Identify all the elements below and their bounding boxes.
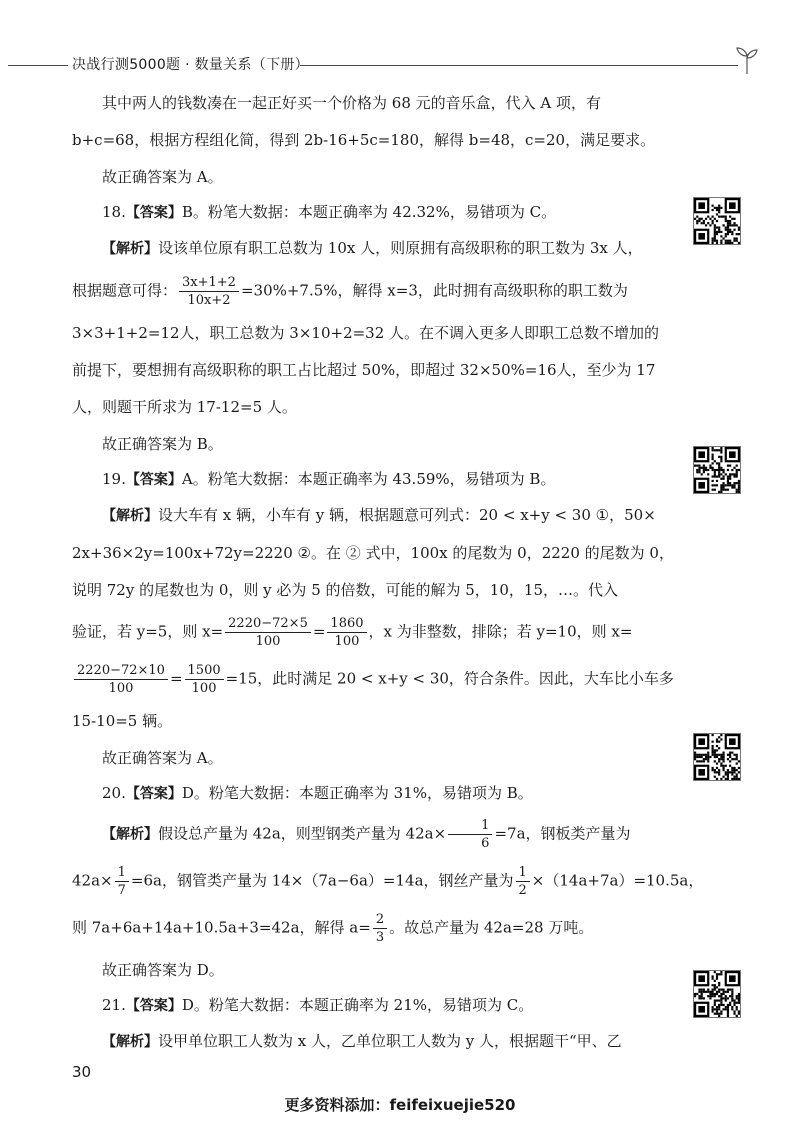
fraction-denominator: 3 — [375, 930, 385, 945]
fraction-denominator: 7 — [117, 883, 126, 898]
conclusion-text: 故正确答案为 D。 — [102, 961, 224, 979]
text-line — [72, 865, 704, 898]
text-line — [72, 912, 660, 945]
header-rule-left — [8, 65, 68, 66]
conclusion-text: 故正确答案为 A。 — [102, 168, 223, 186]
qr-code-19 — [693, 446, 741, 494]
fraction-denominator: 2 — [518, 883, 527, 898]
analysis-text: 根据题意可得： — [72, 281, 178, 300]
text-line — [72, 1030, 660, 1054]
fraction-numerator: 1 — [448, 818, 492, 835]
analysis-text: 。故总产量为 42a=28 万吨。 — [389, 918, 594, 937]
analysis-label: 【解析】 — [102, 1034, 158, 1050]
analysis-text: ，x 为非整数，排除；若 y=10，则 x= — [368, 622, 633, 641]
analysis-text: ×（14a+7a）=10.5a， — [531, 871, 704, 890]
analysis-text: = — [312, 622, 326, 641]
text-line: 2x+36×2y=100x+72y=2220 ②。在 ② 式中，100x 的尾数为 0，2220 的尾数为 0， — [72, 544, 674, 562]
fraction-denominator: 6 — [481, 836, 490, 851]
text-line: 说明 72y 的尾数也为 0，则 y 必为 5 的倍数，可能的解为 5，10，15，…。代入 — [72, 581, 618, 599]
analysis-text: 设甲单位职工人数为 x 人，乙单位职工人数为 y 人，根据题干“甲、乙 — [158, 1032, 622, 1050]
fraction-numerator: 2220−72×10 — [74, 663, 168, 680]
text-line — [72, 275, 660, 308]
answer-label: 【答案】 — [125, 998, 182, 1014]
fraction-numerator: 1500 — [185, 663, 224, 680]
question-number: 20. — [102, 784, 126, 802]
analysis-text: =6a，钢管类产量为 14×（7a−6a）=14a，钢丝产量为 — [130, 871, 514, 890]
analysis-text: =7a，钢板类产量为 — [494, 824, 631, 843]
analysis-20 — [72, 818, 704, 945]
question-number: 21. — [102, 996, 126, 1014]
fraction — [74, 663, 168, 696]
answer-line-20 — [72, 782, 660, 806]
fraction — [179, 275, 239, 308]
analysis-text: 设该单位原有职工总数为 10x 人，则原拥有高级职称的职工数为 3x 人， — [158, 239, 643, 257]
text-line: 其中两人的钱数凑在一起正好买一个价格为 68 元的音乐盒，代入 A 项，有 — [102, 94, 601, 112]
answer-text: A。粉笔大数据：本题正确率为 43.59%，易错项为 B。 — [181, 470, 556, 488]
page-content — [72, 92, 704, 1068]
sprout-icon — [734, 44, 760, 76]
fraction-numerator: 1860 — [327, 616, 366, 633]
fraction — [516, 865, 530, 898]
text-line: b+c=68，根据方程组化简，得到 2b-16+5c=180，解得 b=48，c=20，满足要求。 — [72, 131, 656, 149]
qr-pattern — [694, 734, 740, 780]
analysis-label: 【解析】 — [102, 241, 158, 257]
question-number: 19. — [102, 470, 126, 488]
analysis-text: 设大车有 x 辆，小车有 y 辆，根据题意可列式：20 < x+y < 30 ①，50× — [158, 506, 656, 524]
analysis-18 — [72, 237, 660, 419]
fraction — [185, 663, 224, 696]
answer-label: 【答案】 — [125, 472, 182, 488]
qr-code-18 — [693, 197, 741, 245]
fraction-denominator: 10x+2 — [187, 293, 231, 308]
analysis-21 — [72, 1030, 660, 1054]
page-header — [0, 44, 800, 76]
analysis-text: 42a× — [72, 871, 113, 890]
question-number: 18. — [102, 203, 126, 221]
fraction-numerator: 2220−72×5 — [225, 616, 311, 633]
answer-text: D。粉笔大数据：本题正确率为 31%，易错项为 B。 — [181, 784, 533, 802]
qr-pattern — [694, 971, 740, 1017]
fraction — [115, 865, 129, 898]
answer-text: D。粉笔大数据：本题正确率为 21%，易错项为 C。 — [181, 996, 534, 1014]
answer-text: B。粉笔大数据：本题正确率为 42.32%，易错项为 C。 — [181, 203, 557, 221]
header-title: 决战行测5000题 · 数量关系（下册） — [72, 57, 309, 73]
analysis-text: 验证，若 y=5，则 x= — [72, 622, 224, 641]
fraction-denominator: 100 — [108, 681, 134, 696]
fraction-denominator: 100 — [191, 681, 217, 696]
text-line: 前提下，要想拥有高级职称的职工占比超过 50%，即超过 32×50%=16人，至少为 17 — [72, 361, 656, 379]
fraction — [225, 616, 311, 649]
text-line: 3×3+1+2=12人，职工总数为 3×10+2=32 人。在不调入更多人即职工总数不增加的 — [72, 324, 660, 342]
qr-pattern — [694, 198, 740, 244]
text-line: 15-10=5 辆。 — [72, 712, 173, 730]
answer-label: 【答案】 — [125, 786, 182, 802]
page-number: 30 — [72, 1063, 92, 1081]
text-line — [72, 616, 660, 649]
fraction-numerator: 2 — [373, 912, 387, 929]
analysis-text: =30%+7.5%，解得 x=3，此时拥有高级职称的职工数为 — [240, 281, 628, 300]
conclusion-text: 故正确答案为 B。 — [102, 435, 223, 453]
analysis-19 — [72, 504, 674, 733]
analysis-label: 【解析】 — [102, 826, 158, 843]
fraction — [327, 616, 366, 649]
answer-label: 【答案】 — [125, 205, 182, 221]
fraction-numerator: 3x+1+2 — [179, 275, 239, 292]
text-line — [72, 237, 660, 261]
qr-pattern — [694, 447, 740, 493]
continuation-paragraph — [72, 92, 660, 152]
fraction — [373, 912, 387, 945]
qr-code-21 — [693, 970, 741, 1018]
fraction-denominator: 100 — [255, 634, 281, 649]
answer-line-21 — [72, 994, 660, 1018]
text-line: 人，则题干所求为 17-12=5 人。 — [72, 398, 297, 416]
analysis-label: 【解析】 — [102, 508, 158, 524]
conclusion-text: 故正确答案为 A。 — [102, 749, 223, 767]
analysis-text: 则 7a+6a+14a+10.5a+3=42a，解得 a= — [72, 918, 371, 937]
analysis-text: =15，此时满足 20 < x+y < 30，符合条件。因此，大车比小车多 — [225, 669, 674, 688]
fraction — [448, 818, 492, 851]
text-line — [72, 818, 660, 851]
qr-code-20 — [693, 733, 741, 781]
fraction-denominator: 100 — [334, 634, 360, 649]
analysis-text: = — [169, 669, 183, 688]
footer-text: 更多资料添加：feifeixuejie520 — [284, 1096, 516, 1114]
text-line — [72, 663, 674, 696]
text-line — [72, 504, 660, 528]
analysis-text: 假设总产量为 42a，则型钢类产量为 42a× — [158, 824, 447, 843]
header-rule-right — [300, 65, 738, 66]
answer-line-18 — [72, 201, 660, 225]
fraction-numerator: 1 — [516, 865, 530, 882]
fraction-numerator: 1 — [115, 865, 129, 882]
answer-line-19 — [72, 468, 660, 492]
